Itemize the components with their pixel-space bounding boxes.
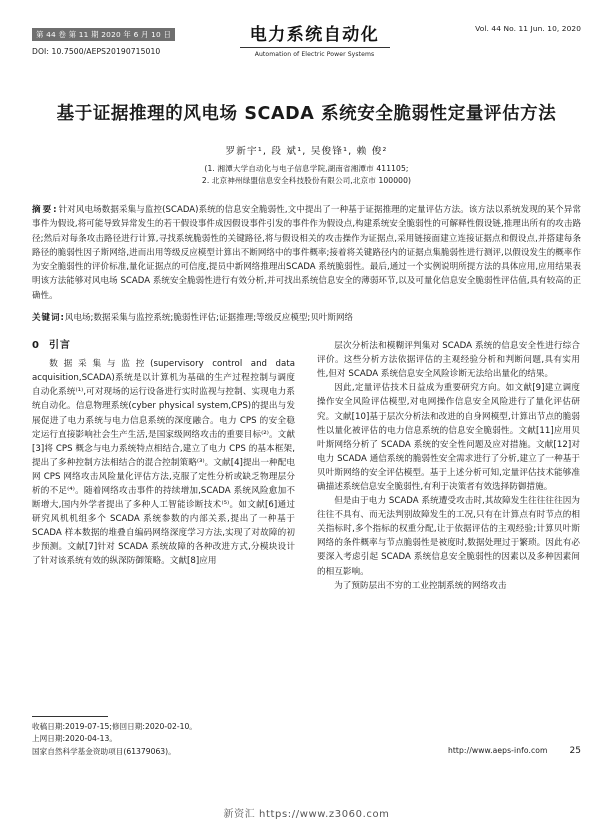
section-number: 0 [32,340,40,352]
keywords-block [32,311,581,325]
page-number: 25 [569,746,581,756]
keywords-label: 关键词: [32,313,65,324]
abstract-text: 针对风电场数据采集与监控(SCADA)系统的信息安全脆弱性,文中提出了一种基于证据推理的定量评估方法。该方法以系统发现的某个异常事件为假设,将可能导致异常发生的若干假设事件成因假设事件引发的事件作为假设点,构建系统安全脆弱性的可解释性假设链,推理出所有的攻击路径;然后对每条攻击路径进行计算,寻找系统脆弱性的关键路径,将与假设相关的攻击操作为证据点,采用链接面建立连接证据点和假设点,并搭建每条路径的脆弱性因子斯网络,进而出用等级反应模型计算出不断网络中的事件概率;接着将关键路径内的证据点集脆弱性进行测评,以假设发生的概率作为安全脆弱性的评价标准,量化证据点的可信度,提员中新网络推理出SCADA 系统脆弱性。最后,通过一个实例说明所提方法的具体应用,应用结果表明该方法能够对风电场 SCADA 系统安全脆弱性进行有效分析,并可找出系统信息安全的薄弱环节,以及可量化信息安全脆弱性评估值,具有较高的正确性。 [32,205,581,301]
volume-issue-en: Vol. 44 No. 11 Jun. 10, 2020 [475,24,581,33]
masthead [32,22,581,68]
section-title: 引言 [48,340,71,352]
paragraph: 因此,定量评估技术日益成为重要研究方向。如文献[9]建立调度操作安全风险评估模型,对电网操作信息安全风险进行了量化评估研究。文献[10]基于层次分析法和改进的自身网模型,计算出节点的脆弱性以量化被评估的电力信息系统的信息安全脆弱性。文献[11]应用贝叶斯网络分析了 SCADA 系统的安全性问题及应对措施。文献[12]对电力 SCADA 通信系统的脆弱性安全需求进行了分析,建立了一种基于贝叶斯网络的安全评估模型。基于上述分析可知,定量评估技术能够准确描述系统信息安全脆弱性,有利于决策者有效选择防御措施。 [317,383,580,493]
paragraph: 层次分析法和模糊评判集对 SCADA 系统的信息安全性进行综合评价。这些分析方法依据评估的主观经验分析和判断问题,具有实用性,但对 SCADA 系统信息安全风险诊断无法给出量化的结果。 [317,341,580,380]
paragraph: 为了预防层出不穷的工业控制系统的网络攻击 [334,580,507,591]
footnote-rule [32,716,108,717]
keywords-text: 风电场;数据采集与监控系统;脆弱性评估;证据推理;等级反应模型;贝叶斯网络 [64,313,354,324]
affiliation-1: (1. 湘潭大学自动化与电子信息学院,湖南省湘潭市 411105; [204,164,409,173]
page-sheet [32,22,581,784]
author-list: 罗新宇¹, 段 斌¹, 吴俊锋¹, 赖 俊² [225,146,388,157]
abstract-label: 摘要: [32,205,59,215]
journal-logo [207,20,422,58]
affiliation-2: 2. 北京神州绿盟信息安全科技股份有限公司,北京市 100000) [201,176,412,185]
footnote-received: 收稿日期:2019-07-15;修回日期:2020-02-10。 [32,721,197,731]
doi-text: DOI: 10.7500/AEPS20190715010 [32,47,161,56]
logo-rule [240,47,390,48]
footnote-online: 上网日期:2020-04-13。 [32,734,117,743]
footnotes [32,716,295,759]
page-footer [318,746,581,756]
journal-url: http://www.aeps-info.com [447,746,548,755]
paragraph: 但是由于电力 SCADA 系统遭受攻击时,其故障发生往往往往因为往往不具有、而无法判别故障发生的工况,只有在计算点有时节点的相关指标时,多个指标的权重分配,让于依据评估的主观经验;计算贝叶斯网络的条件概率与节点脆弱性是被度时,数据处理过于繁琐。因此有必要深入考虑引起 SCADA 系统信息安全脆弱性的因素以及多种因素间的相互影响。 [317,496,580,577]
abstract-block [32,203,581,303]
volume-issue-bar: 第 44 卷 第 11 期 2020 年 6 月 10 日 [32,28,175,41]
page-title: 基于证据推理的风电场 SCADA 系统安全脆弱性定量评估方法 [56,104,557,124]
journal-title-en: Automation of Electric Power Systems [254,51,375,58]
journal-title-cn: 电力系统自动化 [249,25,380,45]
footnote-fund: 国家自然科学基金资助项目(61379063)。 [32,746,176,756]
watermark-brand: 新资汇 https://www.z3060.com [223,809,390,820]
section-heading [32,339,295,353]
paragraph: 数据采集与监控(supervisory control and data acquisition,SCADA)系统是以计算机为基础的生产过程控制与调度自动化系统⁽¹⁾,可对现场的运行设备进行实时监视与控制、实现电力系统自动化。信息物理系统(cyber physical system,CPS)的提出与发展促进了电力系统与电力信息系统的深度融合。电力 CPS 的安全稳定运行直接影响社会生产生活,是国家级网络攻击的重要目标⁽²⁾。文献[3]将 CPS 概念与电力系统特点相结合,建立了电力 CPS 的基本框架,提出了多种控制方法相结合的混合控制策略⁽³⁾。文献[4]提出一种配电网 CPS 网络攻击风险量化评估方法,克服了定性分析或缺乏物理层分析的不足⁽⁴⁾。随着网络攻击事件的持续增加,SCADA 系统风险愈加不断增大,国内外学者提出了多种人工智能诊断技术⁽⁵⁾。如文献[6]通过研究风机机组多个 SCADA 系统参数的内部关系,提出了一种基于 SCADA 样本数据的堆叠自编码网络深度学习方法,实现了对故障的初步预测。文献[7]针对 SCADA 系统故障的各种改进方式,分模块设计了针对该系统有效的纵深防御策略。文献[8]应用 [32,359,295,567]
